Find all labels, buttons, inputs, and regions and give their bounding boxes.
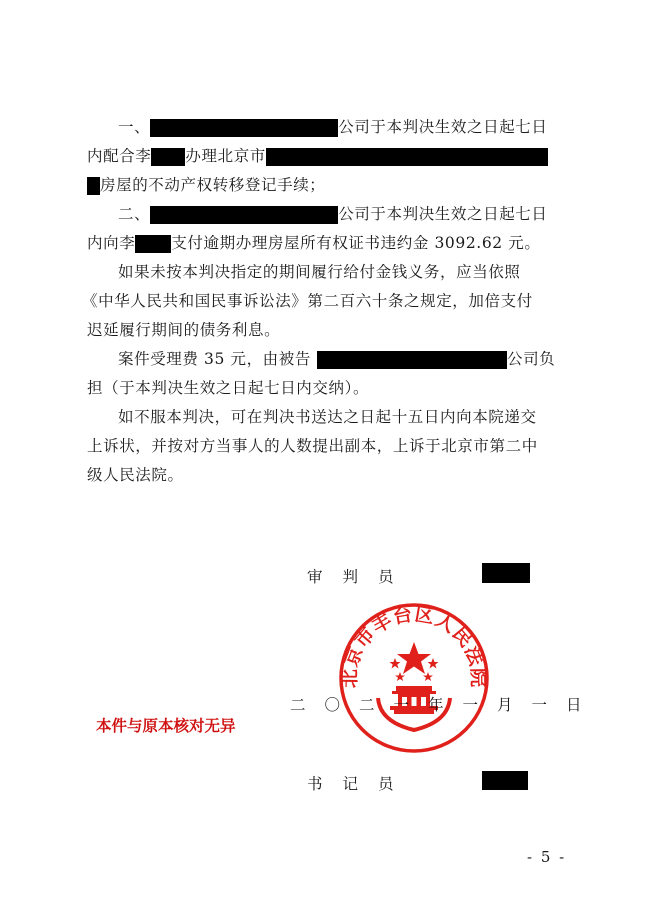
p1-line2-text-a: 内配合李 — [87, 147, 152, 165]
p2-line2-text-a: 内向李 — [87, 234, 136, 252]
paragraph-1-line-1 — [118, 117, 548, 137]
paragraph-3-line-2: 《中华人民共和国民事诉讼法》第二百六十条之规定，加倍支付 — [82, 292, 533, 310]
judgment-date: 二〇二一年一月一日 — [290, 696, 601, 714]
redaction-address-tail — [87, 177, 100, 195]
paragraph-3-line-1: 如果未按本判决指定的期间履行给付金钱义务，应当依照 — [118, 263, 521, 281]
p4-line1-text-a: 案件受理费 35 元，由被告 — [118, 350, 311, 368]
page-number: - 5 - — [527, 848, 567, 866]
seal-text: 北京市丰台区人民法院 — [338, 603, 490, 689]
paragraph-1-line-3 — [87, 175, 325, 195]
clerk-label: 书记员 — [307, 775, 414, 793]
verification-stamp-note: 本件与原本核对无异 — [96, 716, 236, 735]
redaction-name-2 — [135, 235, 171, 253]
paragraph-3-line-3: 迟延履行期间的债务利息。 — [87, 321, 281, 339]
paragraph-1-line-2 — [87, 146, 548, 166]
item-1-marker: 一、 — [118, 118, 151, 136]
paragraph-5-line-1: 如不服本判决，可在判决书送达之日起十五日内向本院递交 — [118, 408, 537, 426]
paragraph-5-line-2: 上诉状，并按对方当事人的人数提出副本，上诉于北京市第二中 — [87, 437, 538, 455]
court-seal — [338, 602, 490, 754]
redaction-judge-name — [482, 563, 530, 583]
redaction-name-1 — [151, 148, 185, 166]
judge-label: 审判员 — [307, 568, 414, 586]
redaction-company-1 — [150, 119, 338, 137]
p1-line3-text: 房屋的不动产权转移登记手续； — [100, 176, 326, 194]
item-1-text: 公司于本判决生效之日起七日 — [338, 118, 548, 136]
item-2-marker: 二、 — [118, 205, 151, 223]
paragraph-4-line-2: 担（于本判决生效之日起七日内交纳）。 — [87, 379, 370, 397]
paragraph-2-line-2 — [87, 233, 540, 253]
redaction-clerk-name — [482, 771, 528, 790]
redaction-address — [266, 148, 548, 166]
redaction-defendant — [317, 351, 507, 369]
redaction-company-2 — [150, 206, 338, 224]
p4-line1-text-b: 公司负 — [506, 350, 556, 368]
p1-line2-text-b: 办理北京市 — [185, 147, 266, 165]
p2-line2-text-b: 支付逾期办理房屋所有权证书违约金 3092.62 元。 — [171, 234, 541, 252]
paragraph-5-line-3: 级人民法院。 — [87, 466, 184, 484]
item-2-text: 公司于本判决生效之日起七日 — [338, 205, 548, 223]
paragraph-4-line-1 — [118, 349, 555, 369]
emblem-stars-icon — [390, 642, 439, 681]
paragraph-2-line-1 — [118, 204, 548, 224]
